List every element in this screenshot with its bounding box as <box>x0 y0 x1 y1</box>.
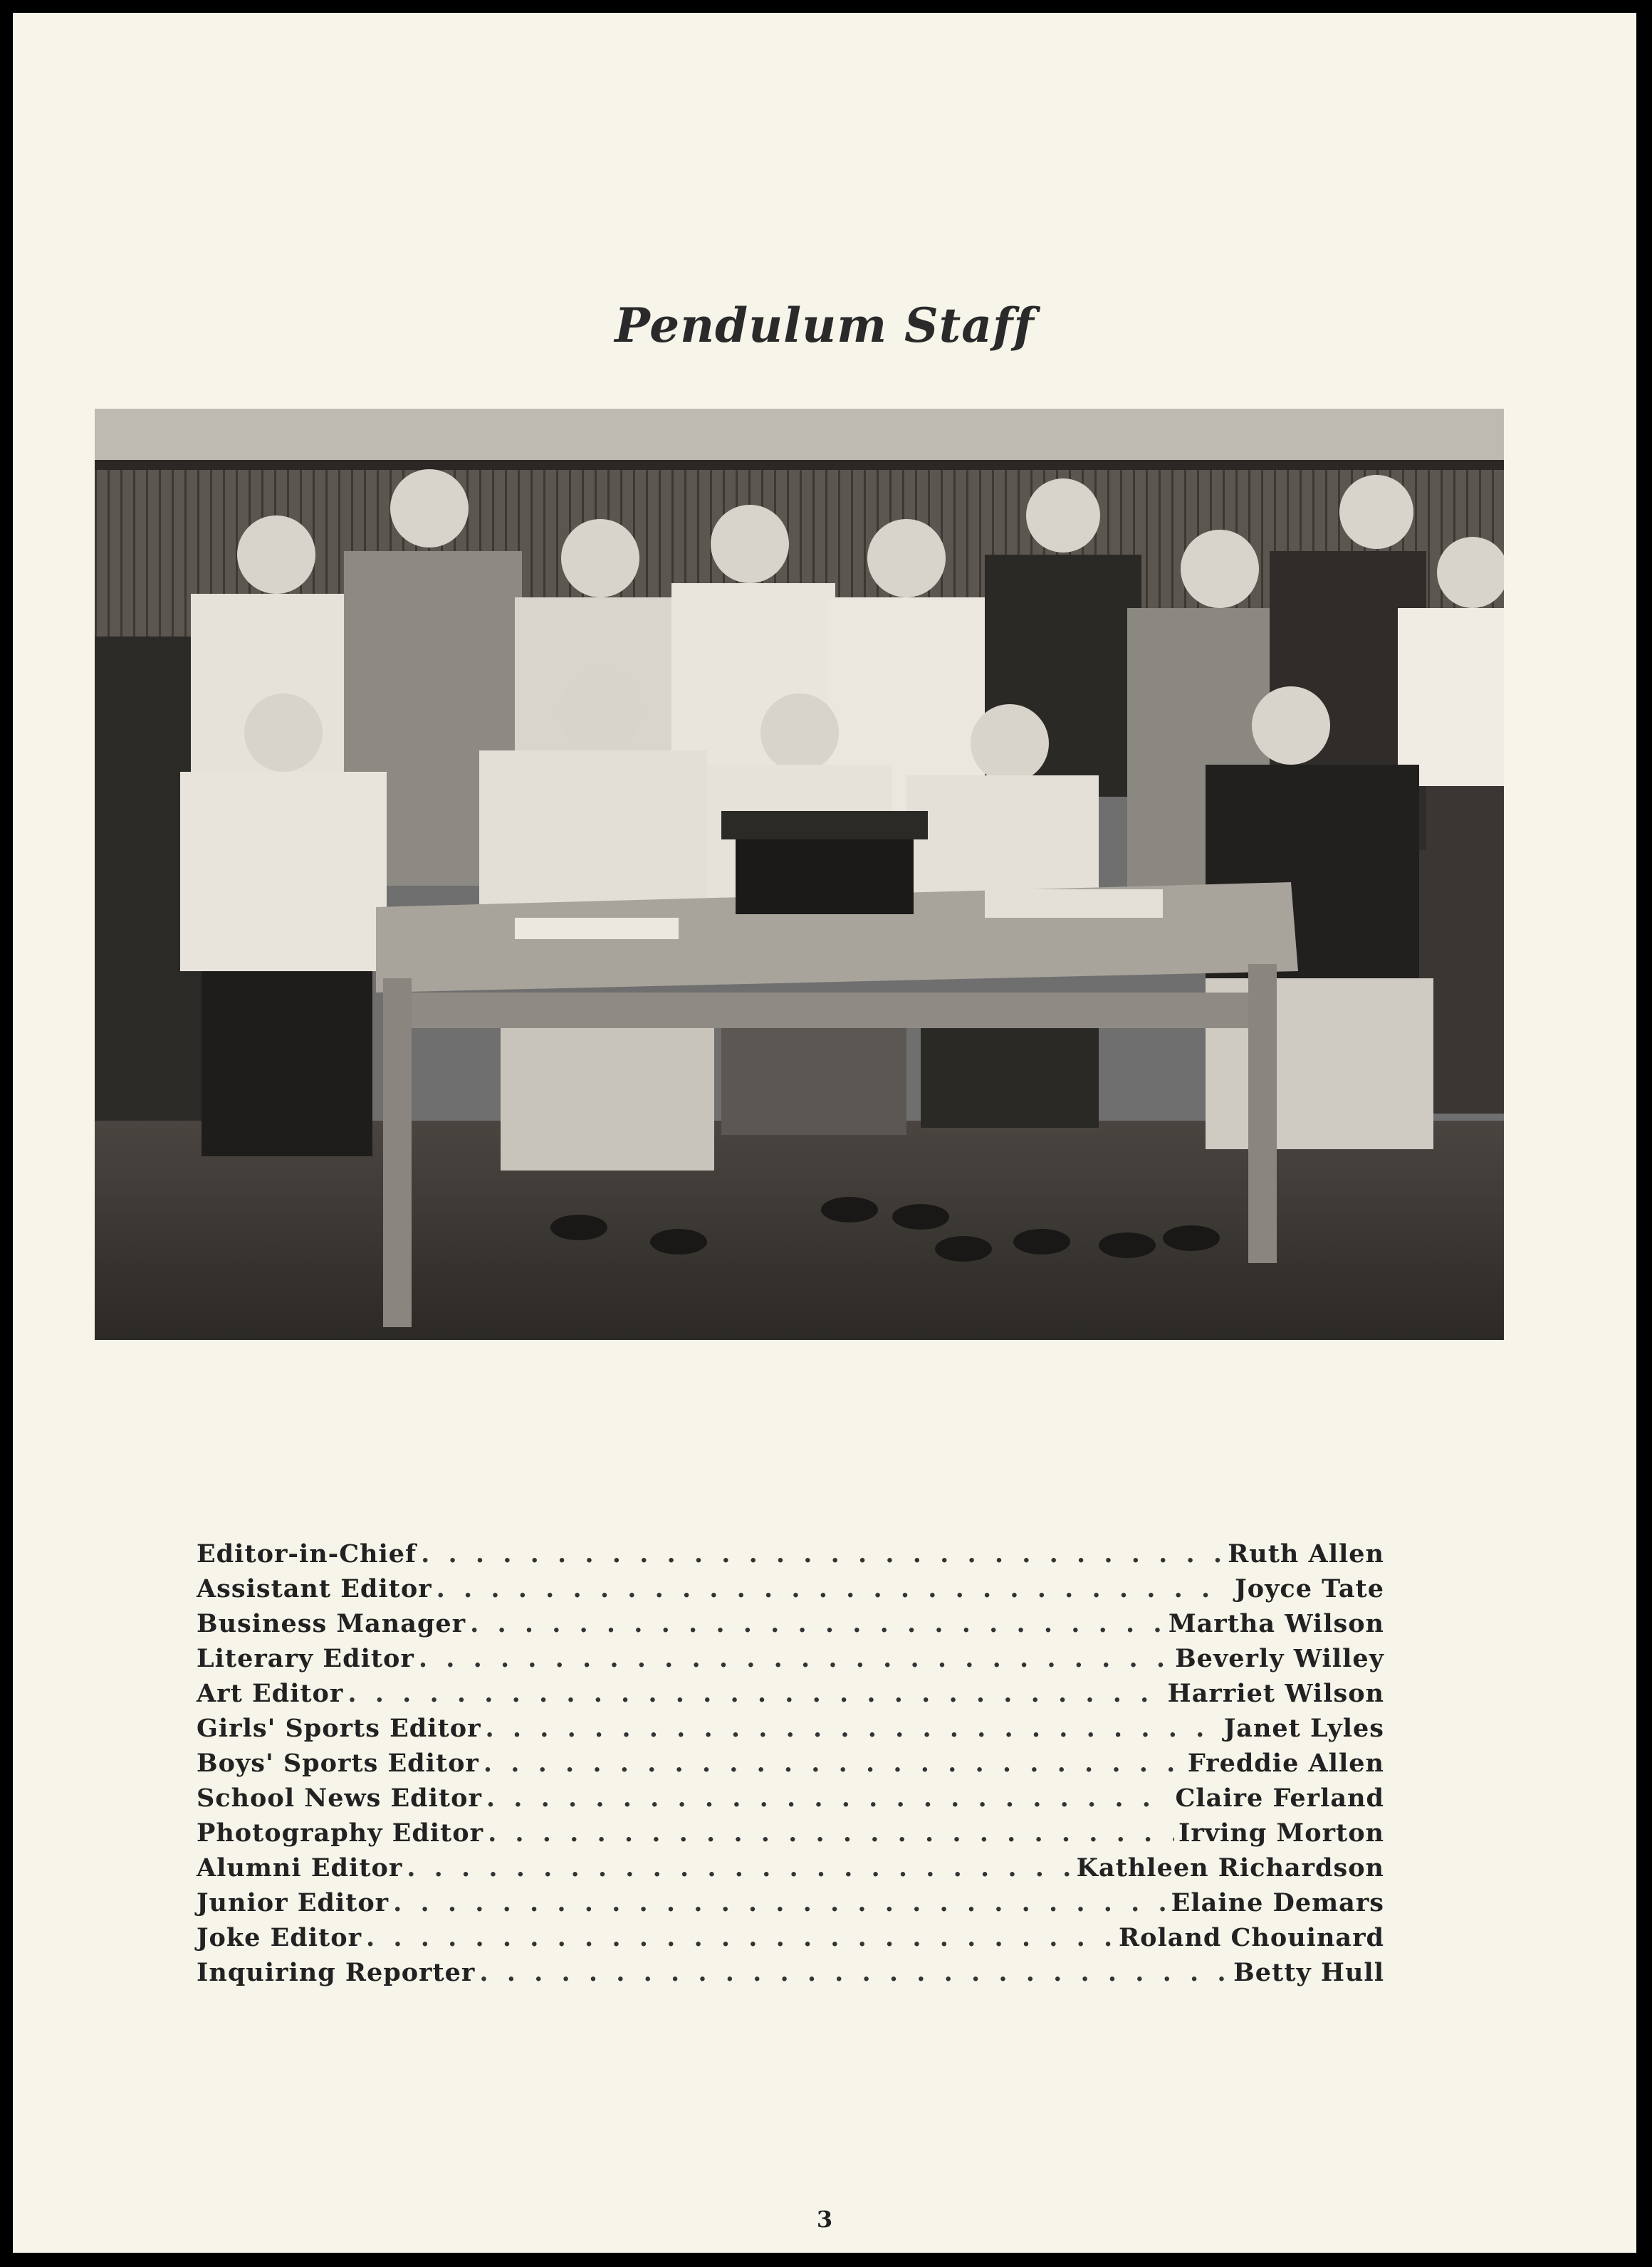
leader-dots <box>486 1711 1220 1746</box>
staff-role: Business Manager <box>197 1609 466 1638</box>
staff-role: Art Editor <box>197 1679 344 1708</box>
roster-row <box>197 1641 1384 1676</box>
staff-role: Photography Editor <box>197 1818 484 1848</box>
page-title: Pendulum Staff <box>615 298 1035 353</box>
page-number: 3 <box>816 2206 833 2233</box>
roster-row <box>197 1536 1384 1571</box>
staff-role: Girls' Sports Editor <box>197 1714 481 1743</box>
leader-dots <box>421 1536 1223 1571</box>
staff-role: Junior Editor <box>197 1888 390 1917</box>
staff-role: Inquiring Reporter <box>197 1958 476 1987</box>
yearbook-page <box>13 13 1636 2253</box>
staff-role: Boys' Sports Editor <box>197 1749 479 1778</box>
roster-row <box>197 1816 1384 1850</box>
leader-dots <box>407 1850 1072 1885</box>
roster-row <box>197 1606 1384 1641</box>
staff-name: Irving Morton <box>1178 1818 1384 1848</box>
leader-dots <box>393 1885 1167 1920</box>
roster-row <box>197 1850 1384 1885</box>
staff-name: Kathleen Richardson <box>1076 1853 1384 1883</box>
staff-name: Harriet Wilson <box>1167 1679 1384 1708</box>
staff-name: Elaine Demars <box>1171 1888 1384 1917</box>
staff-role: School News Editor <box>197 1784 482 1813</box>
leader-dots <box>483 1746 1183 1781</box>
staff-name: Claire Ferland <box>1175 1784 1384 1813</box>
roster-row <box>197 1920 1384 1955</box>
roster-row <box>197 1955 1384 1990</box>
leader-dots <box>479 1955 1229 1990</box>
staff-group-photo <box>95 409 1504 1340</box>
staff-name: Ruth Allen <box>1228 1539 1384 1569</box>
staff-name: Roland Chouinard <box>1119 1923 1384 1952</box>
staff-role: Literary Editor <box>197 1644 414 1673</box>
leader-dots <box>436 1571 1231 1606</box>
roster-row <box>197 1781 1384 1816</box>
roster-row <box>197 1571 1384 1606</box>
staff-name: Beverly Willey <box>1175 1644 1384 1673</box>
roster-row <box>197 1711 1384 1746</box>
group-photo-icon <box>95 409 1504 1340</box>
leader-dots <box>488 1816 1174 1850</box>
staff-name: Freddie Allen <box>1187 1749 1384 1778</box>
leader-dots <box>347 1676 1163 1711</box>
staff-role: Joke Editor <box>197 1923 362 1952</box>
staff-name: Janet Lyles <box>1223 1714 1384 1743</box>
leader-dots <box>486 1781 1171 1816</box>
leader-dots <box>470 1606 1164 1641</box>
leader-dots <box>366 1920 1114 1955</box>
staff-roster <box>197 1536 1384 1990</box>
leader-dots <box>419 1641 1171 1676</box>
staff-name: Betty Hull <box>1233 1958 1384 1987</box>
roster-row <box>197 1746 1384 1781</box>
staff-role: Alumni Editor <box>197 1853 403 1883</box>
roster-row <box>197 1676 1384 1711</box>
staff-role: Assistant Editor <box>197 1574 432 1603</box>
staff-name: Joyce Tate <box>1235 1574 1384 1603</box>
roster-row <box>197 1885 1384 1920</box>
staff-name: Martha Wilson <box>1168 1609 1384 1638</box>
staff-role: Editor-in-Chief <box>197 1539 417 1569</box>
